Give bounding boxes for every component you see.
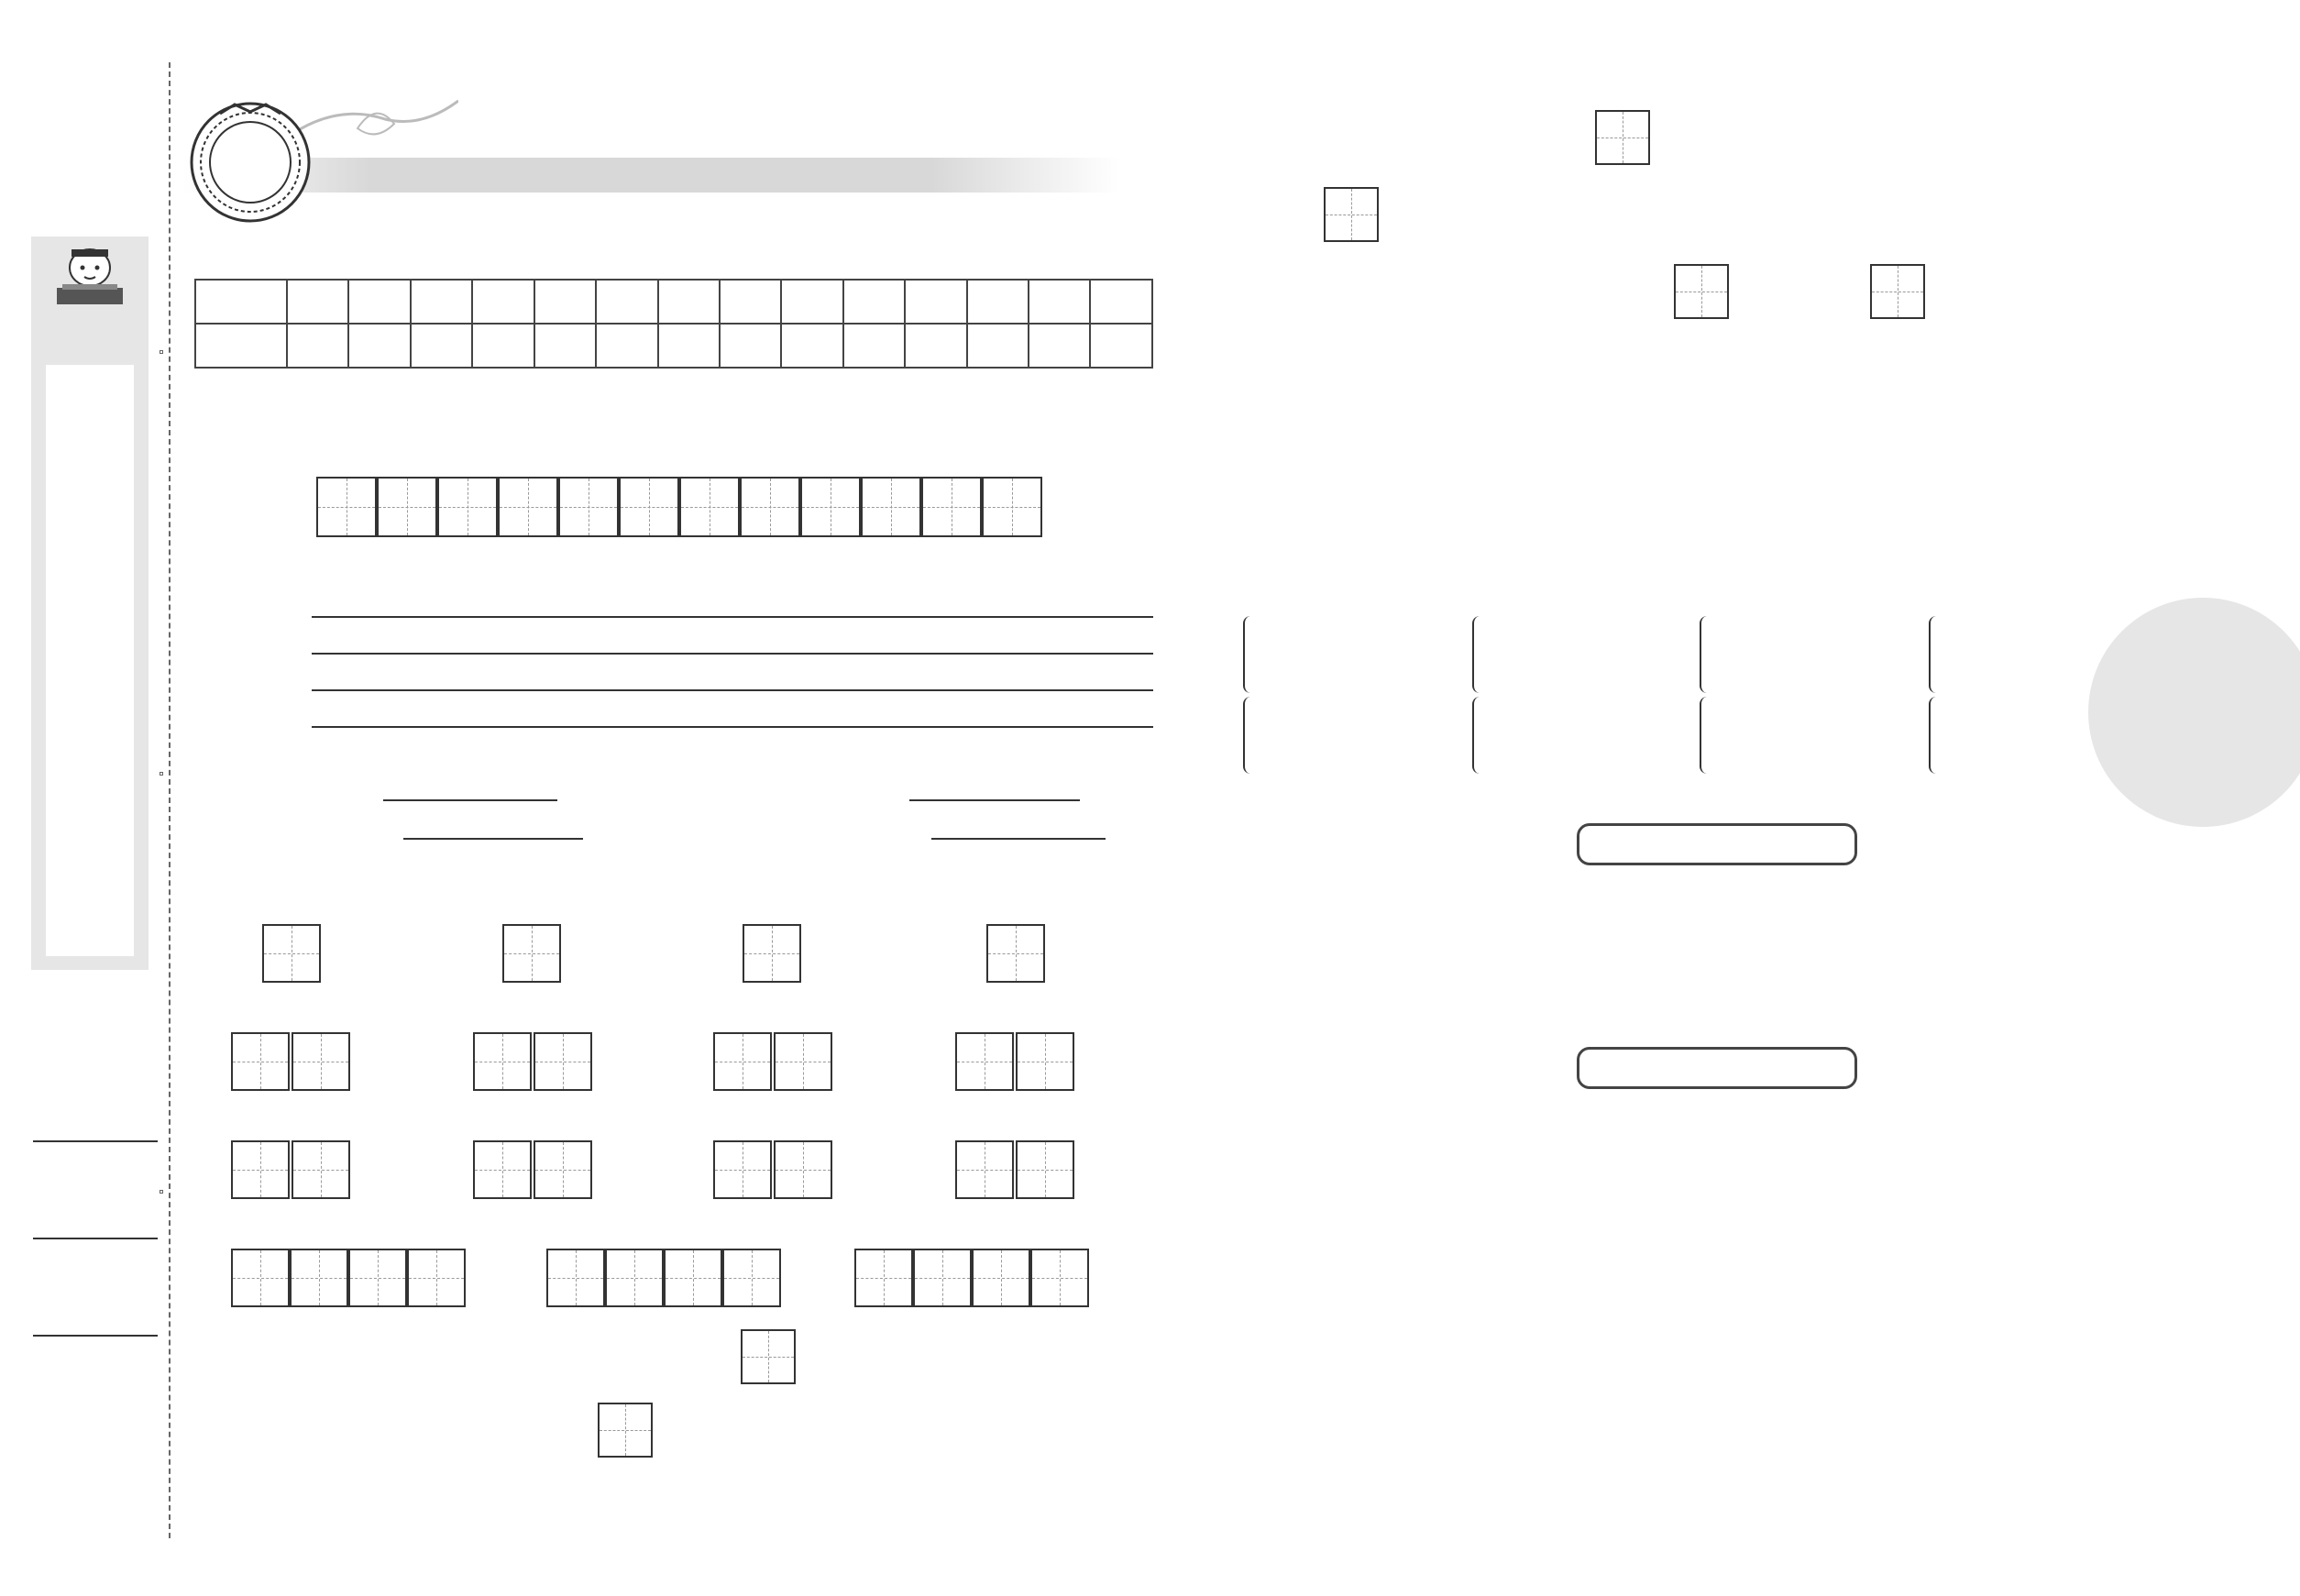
- score-column-header: [843, 280, 905, 324]
- copy-grid-cell[interactable]: [377, 477, 437, 537]
- char-choice-box-2: [1577, 1047, 1857, 1089]
- pinyin-grid-cell[interactable]: [986, 924, 1045, 983]
- score-column-header: [348, 280, 410, 324]
- brace-icon: [1700, 616, 1709, 693]
- score-cell[interactable]: [411, 324, 472, 368]
- score-cell[interactable]: [472, 324, 534, 368]
- score-column-header: [967, 280, 1029, 324]
- copy-grid-cell[interactable]: [679, 477, 740, 537]
- pinyin-grid-cell[interactable]: [664, 1249, 722, 1307]
- stroke-order-field[interactable]: [312, 616, 1153, 618]
- side-note: [152, 475, 171, 484]
- brace-icon: [1243, 697, 1252, 774]
- secret-stamp: [2088, 598, 2300, 827]
- pinyin-grid-cell[interactable]: [502, 924, 561, 983]
- brace-icon: [1243, 616, 1252, 693]
- pinyin-grid-cell[interactable]: [262, 924, 321, 983]
- pinyin-grid-cell[interactable]: [473, 1140, 532, 1199]
- score-column-header: [1029, 280, 1090, 324]
- copy-grid-cell[interactable]: [800, 477, 861, 537]
- pinyin-grid-cell[interactable]: [290, 1249, 348, 1307]
- score-cell[interactable]: [1029, 324, 1090, 368]
- score-cell[interactable]: [596, 324, 657, 368]
- pinyin-grid-cell[interactable]: [774, 1140, 832, 1199]
- score-value-row: [195, 324, 1152, 368]
- copy-grid-cell[interactable]: [316, 477, 377, 537]
- pinyin-grid-cell[interactable]: [972, 1249, 1030, 1307]
- copy-grid-cell[interactable]: [619, 477, 679, 537]
- r4-grid-qian[interactable]: [1674, 264, 1729, 319]
- pinyin-grid-cell[interactable]: [348, 1249, 407, 1307]
- cut-mark-2: [160, 772, 163, 776]
- pinyin-grid-cell[interactable]: [231, 1249, 290, 1307]
- stroke-order-field[interactable]: [312, 689, 1153, 691]
- pinyin-grid-cell[interactable]: [546, 1249, 605, 1307]
- pinyin-grid-cell[interactable]: [1030, 1249, 1089, 1307]
- pinyin-grid-cell[interactable]: [1016, 1140, 1074, 1199]
- pinyin-grid-cell[interactable]: [774, 1032, 832, 1091]
- score-cell[interactable]: [658, 324, 720, 368]
- pinyin-grid-cell[interactable]: [292, 1140, 350, 1199]
- score-cell[interactable]: [720, 324, 781, 368]
- pinyin-grid-cell[interactable]: [292, 1032, 350, 1091]
- pinyin-grid-cell[interactable]: [743, 924, 801, 983]
- copy-grid-cell[interactable]: [437, 477, 498, 537]
- copy-grid-cell[interactable]: [558, 477, 619, 537]
- score-cell[interactable]: [348, 324, 410, 368]
- score-column-header: [411, 280, 472, 324]
- score-column-header: [1090, 280, 1152, 324]
- brace-icon: [1472, 616, 1481, 693]
- score-cell[interactable]: [287, 324, 348, 368]
- binding-cut-line: [169, 62, 171, 1538]
- score-header-row: [195, 280, 1152, 324]
- copy-grid-cell[interactable]: [740, 477, 800, 537]
- score-cell[interactable]: [843, 324, 905, 368]
- brand-logo-emblem: [189, 101, 312, 224]
- score-cell[interactable]: [781, 324, 842, 368]
- pinyin-grid-cell[interactable]: [473, 1032, 532, 1091]
- pinyin-grid-cell[interactable]: [713, 1032, 772, 1091]
- r3-grid-ze[interactable]: [1595, 110, 1650, 165]
- score-column-header: [534, 280, 596, 324]
- score-value-label: [195, 324, 287, 368]
- structure-half-enclosure-field[interactable]: [931, 838, 1106, 840]
- score-cell[interactable]: [1090, 324, 1152, 368]
- pinyin-grid-cell[interactable]: [534, 1032, 592, 1091]
- r4-grid-zhi[interactable]: [1870, 264, 1925, 319]
- score-table: [194, 279, 1153, 369]
- pinyin-grid-cell[interactable]: [605, 1249, 664, 1307]
- char-choice-box-1: [1577, 823, 1857, 865]
- copy-grid-cell[interactable]: [982, 477, 1042, 537]
- stroke-order-field[interactable]: [312, 726, 1153, 728]
- pinyin-grid-cell[interactable]: [231, 1032, 290, 1091]
- pinyin-grid-cell[interactable]: [722, 1249, 781, 1307]
- stroke-order-field[interactable]: [312, 653, 1153, 655]
- class-field[interactable]: [33, 1238, 158, 1239]
- score-column-header: [472, 280, 534, 324]
- sentence-2-grid[interactable]: [598, 1403, 653, 1458]
- brace-icon: [1929, 697, 1938, 774]
- score-row-label: [195, 280, 287, 324]
- score-column-header: [720, 280, 781, 324]
- brace-icon: [1700, 697, 1709, 774]
- name-field[interactable]: [33, 1140, 158, 1142]
- score-cell[interactable]: [905, 324, 966, 368]
- header-band: [183, 158, 1118, 193]
- cut-mark-1: [160, 350, 163, 354]
- scholar-figure-icon: [48, 240, 132, 312]
- copy-grid-cell[interactable]: [921, 477, 982, 537]
- r3-grid-ren[interactable]: [1324, 187, 1379, 242]
- pinyin-grid-cell[interactable]: [713, 1140, 772, 1199]
- pinyin-grid-cell[interactable]: [407, 1249, 466, 1307]
- copy-grid-cell[interactable]: [861, 477, 921, 537]
- score-cell[interactable]: [967, 324, 1029, 368]
- brace-icon: [1472, 697, 1481, 774]
- sidebar-verse-grid: [53, 370, 130, 952]
- pinyin-grid-cell[interactable]: [1016, 1032, 1074, 1091]
- score-column-header: [287, 280, 348, 324]
- pinyin-grid-cell[interactable]: [231, 1140, 290, 1199]
- score-column-header: [781, 280, 842, 324]
- structure-left-right-field[interactable]: [383, 799, 557, 801]
- school-field[interactable]: [33, 1335, 158, 1337]
- structure-single-field[interactable]: [403, 838, 583, 840]
- pinyin-grid-cell[interactable]: [854, 1249, 913, 1307]
- pinyin-grid-cell[interactable]: [534, 1140, 592, 1199]
- copy-grid-cell[interactable]: [498, 477, 558, 537]
- cut-mark-3: [160, 1190, 163, 1194]
- score-column-header: [905, 280, 966, 324]
- structure-top-bottom-field[interactable]: [909, 799, 1080, 801]
- score-column-header: [658, 280, 720, 324]
- score-cell[interactable]: [534, 324, 596, 368]
- sentence-1-grid[interactable]: [741, 1329, 796, 1384]
- pinyin-grid-cell[interactable]: [955, 1032, 1014, 1091]
- brace-icon: [1929, 616, 1938, 693]
- score-column-header: [596, 280, 657, 324]
- pinyin-grid-cell[interactable]: [913, 1249, 972, 1307]
- pinyin-grid-cell[interactable]: [955, 1140, 1014, 1199]
